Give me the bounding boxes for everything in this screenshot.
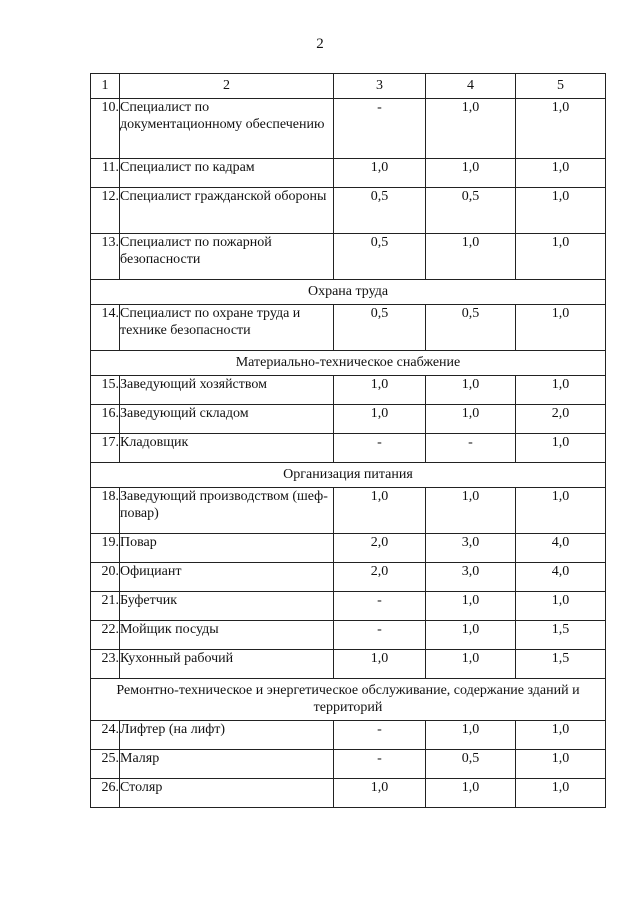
position-name: Специалист по пожарной безопасности: [120, 234, 334, 280]
page-number: 2: [316, 36, 324, 52]
position-name: Официант: [120, 563, 334, 592]
table-row: [91, 534, 606, 563]
table-row: [91, 779, 606, 808]
value-col-4: 0,5: [426, 750, 516, 779]
row-number: 19.: [91, 534, 120, 563]
header-col-1: 1: [91, 74, 120, 99]
section-header-row: [91, 463, 606, 488]
section-title: Охрана труда: [91, 280, 606, 305]
section-title: Ремонтно-техническое и энергетическое обслуживание, содержание зданий и территорий: [91, 679, 606, 721]
value-col-5: 1,0: [516, 234, 606, 280]
value-col-4: 1,0: [426, 488, 516, 534]
header-col-4: 4: [426, 74, 516, 99]
table-row: [91, 305, 606, 351]
value-col-3: 1,0: [334, 405, 426, 434]
position-name: Заведующий складом: [120, 405, 334, 434]
value-col-3: -: [334, 99, 426, 159]
row-number: 10.: [91, 99, 120, 159]
value-col-5: 1,0: [516, 750, 606, 779]
position-name: Кухонный рабочий: [120, 650, 334, 679]
section-header-row: [91, 351, 606, 376]
value-col-5: 1,0: [516, 779, 606, 808]
position-name: Заведующий производством (шеф-повар): [120, 488, 334, 534]
row-number: 18.: [91, 488, 120, 534]
value-col-4: 3,0: [426, 563, 516, 592]
value-col-4: 1,0: [426, 721, 516, 750]
value-col-5: 1,0: [516, 434, 606, 463]
value-col-4: 1,0: [426, 621, 516, 650]
section-title: Организация питания: [91, 463, 606, 488]
table-row: [91, 434, 606, 463]
table-row: [91, 750, 606, 779]
value-col-3: 1,0: [334, 159, 426, 188]
value-col-3: 2,0: [334, 534, 426, 563]
table-row: [91, 721, 606, 750]
value-col-4: 0,5: [426, 188, 516, 234]
header-col-2: 2: [120, 74, 334, 99]
value-col-3: 1,0: [334, 779, 426, 808]
value-col-4: 1,0: [426, 234, 516, 280]
row-number: 11.: [91, 159, 120, 188]
row-number: 12.: [91, 188, 120, 234]
table-row: [91, 376, 606, 405]
row-number: 17.: [91, 434, 120, 463]
value-col-3: -: [334, 750, 426, 779]
position-name: Специалист по охране труда и технике безопасности: [120, 305, 334, 351]
value-col-3: 1,0: [334, 376, 426, 405]
value-col-5: 2,0: [516, 405, 606, 434]
table-row: [91, 159, 606, 188]
position-name: Повар: [120, 534, 334, 563]
value-col-4: 1,0: [426, 592, 516, 621]
value-col-3: 2,0: [334, 563, 426, 592]
table-row: [91, 188, 606, 234]
value-col-3: -: [334, 434, 426, 463]
value-col-5: 4,0: [516, 563, 606, 592]
table-row: [91, 650, 606, 679]
row-number: 14.: [91, 305, 120, 351]
value-col-5: 1,0: [516, 376, 606, 405]
value-col-5: 4,0: [516, 534, 606, 563]
value-col-5: 1,5: [516, 621, 606, 650]
position-name: Заведующий хозяйством: [120, 376, 334, 405]
value-col-3: 0,5: [334, 234, 426, 280]
value-col-3: -: [334, 621, 426, 650]
value-col-4: 1,0: [426, 99, 516, 159]
value-col-5: 1,0: [516, 159, 606, 188]
position-name: Лифтер (на лифт): [120, 721, 334, 750]
value-col-5: 1,0: [516, 592, 606, 621]
table-row: [91, 99, 606, 159]
value-col-5: 1,0: [516, 488, 606, 534]
table-row: [91, 592, 606, 621]
value-col-5: 1,0: [516, 188, 606, 234]
value-col-4: 1,0: [426, 650, 516, 679]
row-number: 16.: [91, 405, 120, 434]
section-header-row: [91, 280, 606, 305]
value-col-5: 1,0: [516, 305, 606, 351]
section-header-row: [91, 679, 606, 721]
table-row: [91, 405, 606, 434]
position-name: Специалист гражданской обороны: [120, 188, 334, 234]
table-header-row: [91, 74, 606, 99]
position-name: Столяр: [120, 779, 334, 808]
header-col-3: 3: [334, 74, 426, 99]
row-number: 22.: [91, 621, 120, 650]
section-title: Материально-техническое снабжение: [91, 351, 606, 376]
row-number: 24.: [91, 721, 120, 750]
row-number: 26.: [91, 779, 120, 808]
row-number: 23.: [91, 650, 120, 679]
value-col-3: 1,0: [334, 650, 426, 679]
value-col-5: 1,5: [516, 650, 606, 679]
position-name: Буфетчик: [120, 592, 334, 621]
value-col-3: 1,0: [334, 488, 426, 534]
position-name: Кладовщик: [120, 434, 334, 463]
position-name: Специалист по кадрам: [120, 159, 334, 188]
table-row: [91, 621, 606, 650]
table-row: [91, 563, 606, 592]
value-col-4: 1,0: [426, 405, 516, 434]
row-number: 25.: [91, 750, 120, 779]
value-col-4: 1,0: [426, 376, 516, 405]
value-col-4: 3,0: [426, 534, 516, 563]
staffing-table: [90, 73, 606, 808]
row-number: 21.: [91, 592, 120, 621]
value-col-5: 1,0: [516, 99, 606, 159]
table-row: [91, 234, 606, 280]
value-col-3: 0,5: [334, 305, 426, 351]
value-col-4: 1,0: [426, 779, 516, 808]
row-number: 13.: [91, 234, 120, 280]
position-name: Мойщик посуды: [120, 621, 334, 650]
value-col-3: -: [334, 721, 426, 750]
value-col-4: 1,0: [426, 159, 516, 188]
row-number: 20.: [91, 563, 120, 592]
value-col-3: -: [334, 592, 426, 621]
row-number: 15.: [91, 376, 120, 405]
value-col-4: -: [426, 434, 516, 463]
value-col-3: 0,5: [334, 188, 426, 234]
header-col-5: 5: [516, 74, 606, 99]
position-name: Маляр: [120, 750, 334, 779]
value-col-4: 0,5: [426, 305, 516, 351]
value-col-5: 1,0: [516, 721, 606, 750]
position-name: Специалист по документационному обеспечению: [120, 99, 334, 159]
table-row: [91, 488, 606, 534]
